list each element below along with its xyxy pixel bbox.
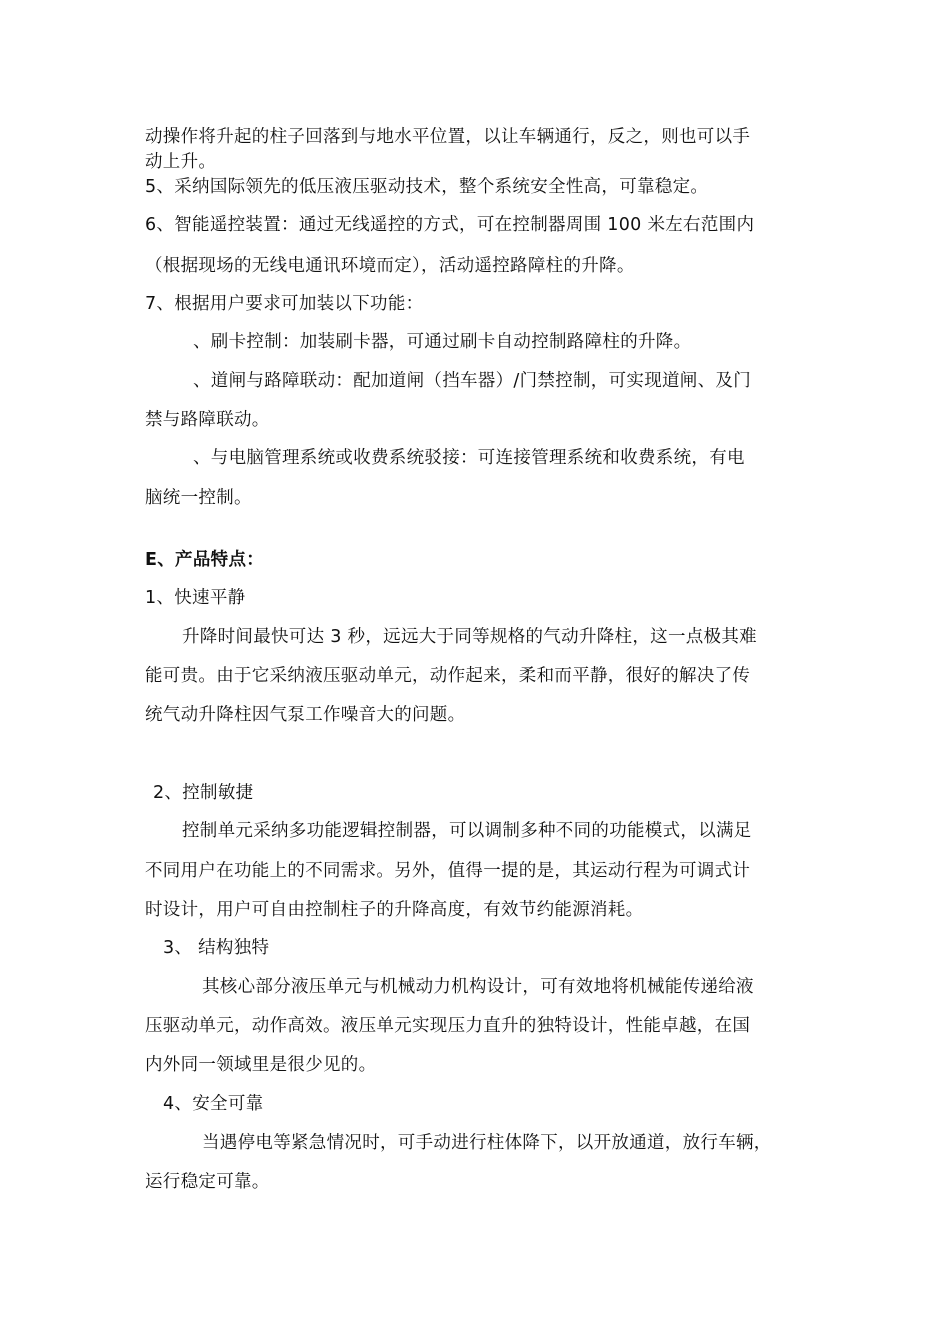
sub-item-pc-integration: 、与电脑管理系统或收费系统驳接：可连接管理系统和收费系统，有电 <box>193 448 745 468</box>
paragraph-line: 当遇停电等紧急情况时，可手动进行柱体降下，以开放通道，放行车辆， <box>202 1133 772 1153</box>
list-item-5: 5、采纳国际领先的低压液压驱动技术，整个系统安全性高，可靠稳定。 <box>145 177 709 197</box>
paragraph-line: 能可贵。由于它采纳液压驱动单元，动作起来，柔和而平静，很好的解决了传 <box>145 666 751 686</box>
paragraph-line: 脑统一控制。 <box>145 488 252 508</box>
list-item-7: 7、根据用户要求可加装以下功能： <box>145 294 424 314</box>
paragraph-line: 不同用户在功能上的不同需求。另外，值得一提的是，其运动行程为可调式计 <box>145 861 751 881</box>
paragraph-line: 运行稳定可靠。 <box>145 1172 270 1192</box>
paragraph-line: 压驱动单元，动作高效。液压单元实现压力直升的独特设计，性能卓越，在国 <box>145 1016 751 1036</box>
paragraph-line: 禁与路障联动。 <box>145 410 270 430</box>
section-heading: E、产品特点： <box>145 550 265 570</box>
list-item-6: 6、智能遥控装置：通过无线遥控的方式，可在控制器周围 100 米左右范围内 <box>145 215 755 235</box>
feature-heading-1: 1、快速平静 <box>145 588 246 608</box>
paragraph-line: 动上升。 <box>145 152 217 172</box>
paragraph-line: 其核心部分液压单元与机械动力机构设计，可有效地将机械能传递给液 <box>202 977 754 997</box>
paragraph-line: 统气动升降柱因气泵工作噪音大的问题。 <box>145 705 466 725</box>
paragraph-line: 时设计，用户可自由控制柱子的升降高度，有效节约能源消耗。 <box>145 900 644 920</box>
paragraph-line: 升降时间最快可达 3 秒，远远大于同等规格的气动升降柱，这一点极其难 <box>182 627 757 647</box>
sub-item-gate-linkage: 、道闸与路障联动：配加道闸（挡车器）/门禁控制，可实现道闸、及门 <box>193 371 751 391</box>
sub-item-card-control: 、刷卡控制：加装刷卡器，可通过刷卡自动控制路障柱的升降。 <box>193 332 692 352</box>
feature-heading-4: 4、安全可靠 <box>163 1094 264 1114</box>
feature-heading-3: 3、 结构独特 <box>163 938 270 958</box>
paragraph-line: （根据现场的无线电通讯环境而定），活动遥控路障柱的升降。 <box>145 256 635 276</box>
paragraph-line: 内外同一领域里是很少见的。 <box>145 1055 377 1075</box>
paragraph-line: 控制单元采纳多功能逻辑控制器，可以调制多种不同的功能模式，以满足 <box>182 821 752 841</box>
paragraph-line: 动操作将升起的柱子回落到与地水平位置，以让车辆通行，反之，则也可以手 <box>145 127 751 147</box>
feature-heading-2: 2、控制敏捷 <box>153 783 254 803</box>
